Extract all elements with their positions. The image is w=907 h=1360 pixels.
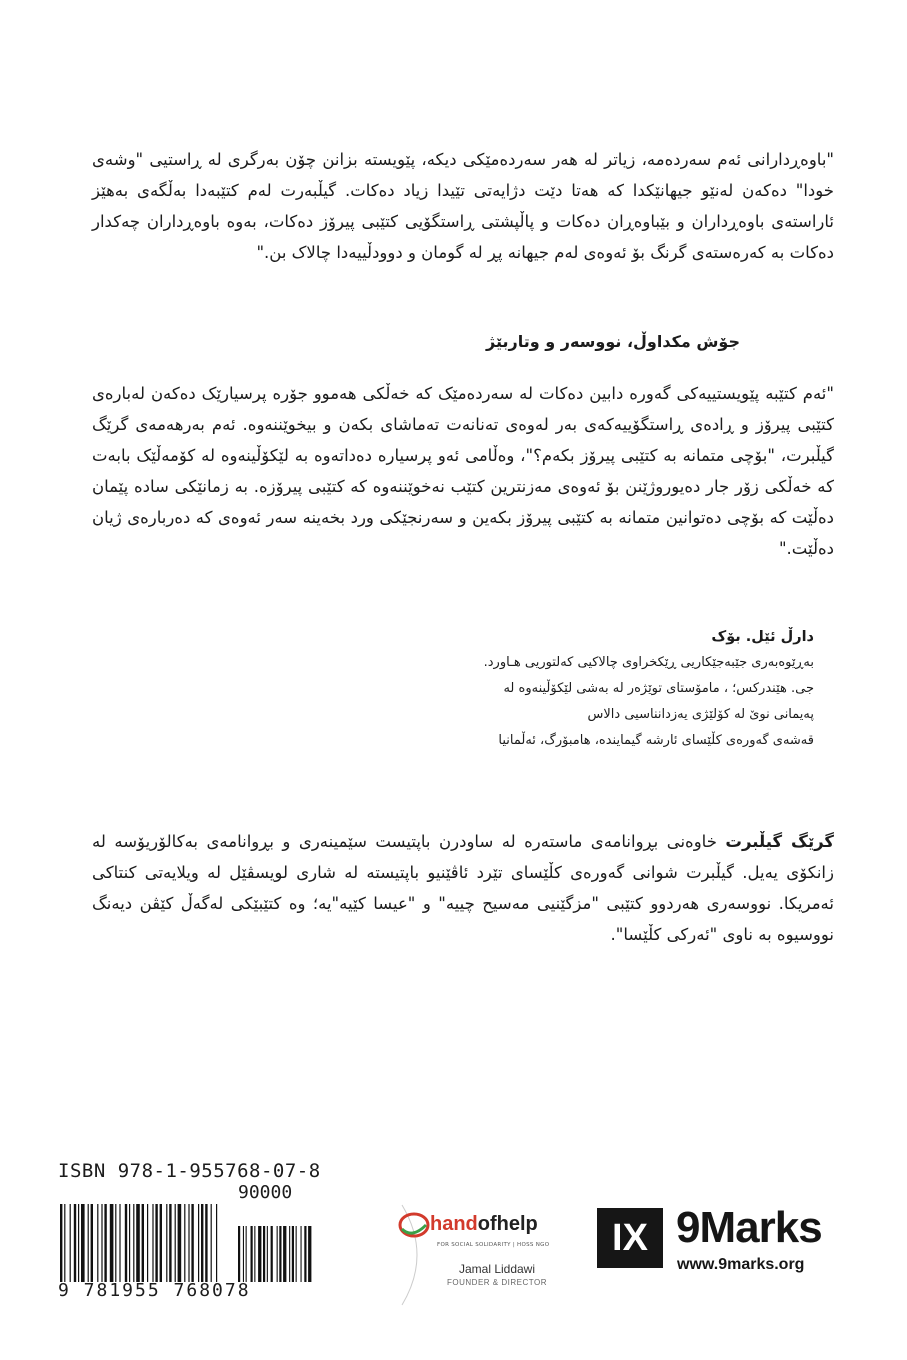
author-bio — [92, 826, 834, 950]
barcode-bar — [70, 1204, 71, 1282]
barcode-bar — [142, 1204, 144, 1282]
quote-2 — [92, 378, 834, 564]
barcode-bar — [216, 1204, 217, 1282]
barcode-bar — [191, 1204, 193, 1282]
barcode-bar — [238, 1226, 240, 1282]
barcode-bar — [283, 1226, 286, 1282]
quote-1 — [92, 144, 834, 268]
barcode-bar — [115, 1204, 116, 1282]
barcode-bar — [166, 1204, 167, 1282]
barcode-bar — [125, 1204, 127, 1282]
barcode-bar — [81, 1204, 85, 1282]
price-code: 90000 — [238, 1182, 293, 1203]
quote-1-author: جۆش مکداوڵ، نووسەر و وتاربێژ — [485, 332, 740, 351]
barcode-bar — [74, 1204, 76, 1282]
ninemarks-badge: IX — [597, 1208, 663, 1268]
barcode-bar — [289, 1226, 290, 1282]
barcode-bar — [188, 1204, 189, 1282]
barcode-bar — [60, 1204, 62, 1282]
barcode-bar — [246, 1226, 247, 1282]
barcode-bar — [155, 1204, 157, 1282]
barcode-bar — [64, 1204, 65, 1282]
barcode-bar — [184, 1204, 185, 1282]
handofhelp-role: FOUNDER & DIRECTOR — [447, 1278, 547, 1287]
barcode-bar — [254, 1226, 255, 1282]
barcode-bar — [88, 1204, 89, 1282]
barcode-bar — [178, 1204, 182, 1282]
barcode-bar — [104, 1204, 106, 1282]
barcode-bar — [304, 1226, 306, 1282]
barcode-bar — [201, 1204, 203, 1282]
handofhelp-name: handofhelp — [430, 1213, 538, 1235]
barcode-bar — [296, 1226, 297, 1282]
barcode-bar — [205, 1204, 207, 1282]
handofhelp-tagline: FOR SOCIAL SOLIDARITY | HOSS NGO — [437, 1242, 550, 1248]
barcode-bar — [211, 1204, 212, 1282]
barcode-bar — [101, 1204, 102, 1282]
barcode-bar — [198, 1204, 199, 1282]
quote-1-text: "باوەڕدارانی ئەم سەردەمە، زیاتر لە هەر سەردەمێکی دیکە، پێویستە بزانن چۆن بەرگری لە ڕاستیی "وشەی خودا" دەکەن لەنێو جیهانێکدا کە هەتا دێت دژایەتی تێیدا زیاد دەکات. گیڵبەرت لەم کتێبەدا بەڵگەی بەهێز ئاراستەی باوەڕداران و بێباوەڕان دەکات و پاڵپشتی ڕاستگۆیی کتێبی پیرۆز دەکات، بەوە باوەڕداران چەکدار دەکات بە کەرەستەی گرنگ بۆ ئەوەی لەم جیهانە پڕ لە گومان و دوودڵییەدا چالاک بن." — [92, 150, 834, 262]
barcode-bar — [267, 1226, 268, 1282]
barcode-bar — [258, 1226, 261, 1282]
barcode-bar — [129, 1204, 130, 1282]
quote-2-author-line: جی. هێندرکس؛ ، مامۆستای توێژەر لە بەشی لێکۆڵینەوە لە — [503, 681, 814, 696]
quote-2-author-line: بەڕێوەبەری جێبەجێکاریی ڕێکخراوی چالاکیی کەلتوریی هـاورد. — [483, 655, 814, 670]
barcode-bar — [251, 1226, 253, 1282]
barcode-bar — [175, 1204, 176, 1282]
barcode-bar — [277, 1226, 278, 1282]
quote-2-author-name: دارڵ ئێل. بۆک — [711, 629, 814, 645]
barcode-bar — [169, 1204, 171, 1282]
barcode-bar — [243, 1226, 244, 1282]
barcode-bars — [58, 1204, 314, 1282]
handofhelp-person: Jamal Liddawi — [458, 1262, 536, 1276]
barcode-bar — [152, 1204, 153, 1282]
barcode-bar — [263, 1226, 265, 1282]
ninemarks-url: www.9marks.org — [677, 1256, 805, 1273]
quote-2-attribution — [92, 624, 814, 754]
barcode-bar — [308, 1226, 311, 1282]
barcode-bar — [160, 1204, 162, 1282]
barcode-bar — [91, 1204, 93, 1282]
barcode-bar — [110, 1204, 114, 1282]
barcode-bar — [279, 1226, 281, 1282]
barcode-bar — [133, 1204, 134, 1282]
barcode-bar — [301, 1226, 302, 1282]
barcode-bar — [292, 1226, 294, 1282]
barcode-bar — [97, 1204, 98, 1282]
author-bio-text: خاوەنی بڕوانامەی ماستەرە لە ساودرن باپتیست سێمینەری و بڕوانامەی بەکالۆریۆسە لە زانکۆی یەیل. گیڵبرت شوانی گەورەی کڵێسای تێرد ئاڤێنیو باپتیستە لە شاری لویسڤێل لە ویلایەتی کنتاکی ئەمریکا. نووسەری هەردوو کتێبی "مزگێنیی مەسیح چییە" و "عیسا کێیە"یە؛ وە کتێبێکی لەگەڵ کێڤن دیەنگ نووسیوە بە ناوی "ئەرکی کڵێسا". — [92, 832, 834, 944]
barcode-bar — [271, 1226, 273, 1282]
barcode-digits: 9 781955 768078 — [58, 1280, 251, 1301]
isbn-label: ISBN 978-1-955768-07-8 — [58, 1160, 321, 1182]
quote-2-author-line: پەیمانی نوێ لە کۆلێژی یەزدانناسیی دالاس — [587, 707, 814, 722]
author-bio-name: گرێگ گیڵبرت — [725, 832, 835, 851]
quote-2-text: "ئەم کتێبە پێویستییەکی گەورە دابین دەکات لە سەردەمێک کە خەڵکی هەموو جۆرە پرسیارێک دەکەن لەبارەی کتێبی پیرۆز و ڕادەی ڕاستگۆییەکەی بەر لەوەی تەنانەت تەماشای بکەن و بیخوێننەوە. ئەم بەرهەمەی گرێگ گیڵبرت، "بۆچی متمانە بە کتێبی پیرۆز بکەم؟"، وەڵامی ئەو پرسیارە دەداتەوە بە لێکۆڵینەوە لە کۆمەڵێک بابەت کە خەڵکی زۆر جار دەیوروژێنن بۆ ئەوەی مەزنترین کتێب نەخوێننەوە کە کتێبی پیرۆزە. بە زمانێکی سادە پێمان دەڵێت کە بۆچی دەتوانین متمانە بە کتێبی پیرۆز بکەین و سەرنجێکی ورد بخەینە سەر ئەوەی کە دەربارەی ژیان دەڵێت." — [92, 384, 834, 558]
barcode-bar — [119, 1204, 120, 1282]
quote-2-author-line: قەشەی گەورەی کڵێسای ئارشە گیماینده، هامبۆرگ، ئەڵمانیا — [498, 733, 814, 748]
barcode-bar — [78, 1204, 79, 1282]
ninemarks-name: 9Marks — [676, 1203, 822, 1252]
barcode-bar — [147, 1204, 148, 1282]
barcode-bar — [136, 1204, 140, 1282]
